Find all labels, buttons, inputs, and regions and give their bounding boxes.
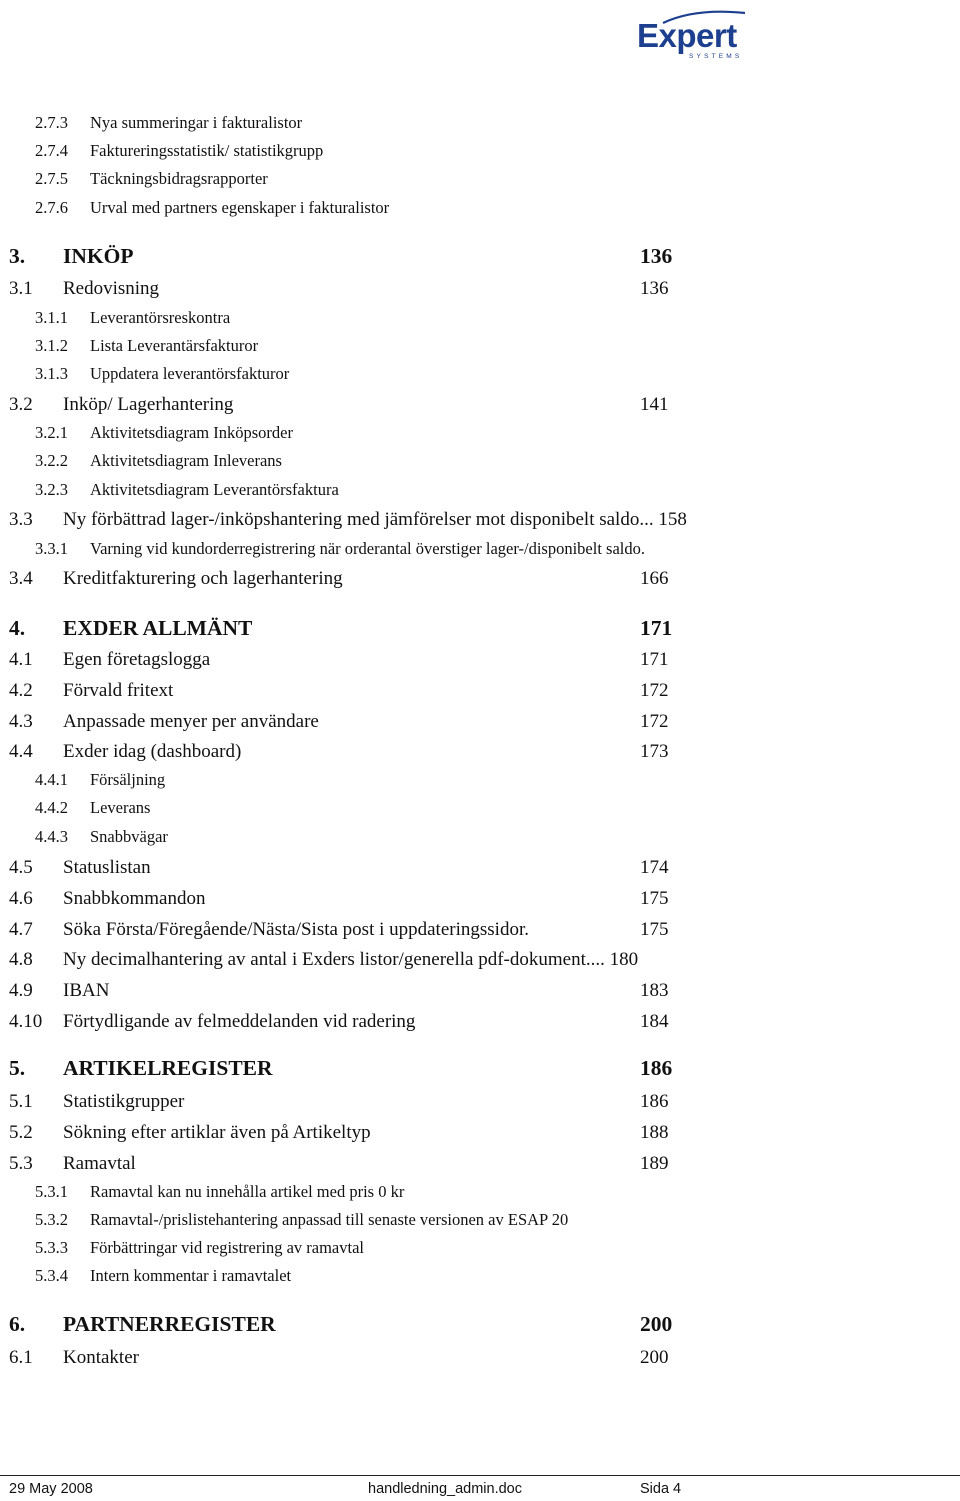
toc-entry-number: 4.4 <box>9 741 33 762</box>
toc-entry-number: 5.3.2 <box>35 1210 68 1229</box>
toc-entry-number: 2.7.5 <box>35 169 68 188</box>
toc-entry-number: 4.3 <box>9 711 33 732</box>
toc-entry-page: 175 <box>640 888 669 909</box>
toc-entry-number: 4.5 <box>9 857 33 878</box>
toc-entry-page: 141 <box>640 394 669 415</box>
toc-entry-number: 4.4.2 <box>35 798 68 817</box>
toc-entry-title: Redovisning <box>63 278 160 299</box>
footer-date: 29 May 2008 <box>9 1481 93 1497</box>
toc-entry-number: 4.7 <box>9 919 33 940</box>
toc-entry-page: 171 <box>640 616 673 640</box>
toc-entry-title: Leverans <box>90 798 151 817</box>
logo-tagline: SYSTEMS <box>689 53 743 60</box>
toc-entry-title: Aktivitetsdiagram Inleverans <box>90 451 282 470</box>
toc-entry-page: 186 <box>640 1091 669 1112</box>
toc-entry-number: 6. <box>9 1312 26 1336</box>
toc-entry-page: 172 <box>640 680 669 701</box>
toc-entry-title: Leverantörsreskontra <box>90 308 231 327</box>
toc-entry-number: 3. <box>9 244 26 268</box>
toc-entry-number: 3.2 <box>9 394 33 415</box>
toc-entry-title: Täckningsbidragsrapporter <box>90 169 268 188</box>
toc-entry-page: 186 <box>640 1056 673 1080</box>
toc-entry-page: 136 <box>640 278 669 299</box>
toc-entry-title: Nya summeringar i fakturalistor <box>90 113 303 132</box>
toc-entry-title: EXDER ALLMÄNT <box>63 616 253 640</box>
toc-entry-page: 200 <box>640 1347 669 1368</box>
toc-entry-title: Ramavtal <box>63 1153 136 1174</box>
toc-entry-number: 4.2 <box>9 680 33 701</box>
toc-entry-number: 5.2 <box>9 1122 33 1143</box>
toc-entry-number: 3.1.1 <box>35 308 68 327</box>
toc-entry-title: Intern kommentar i ramavtalet <box>90 1266 292 1285</box>
footer-page-number: Sida 4 <box>640 1481 682 1497</box>
toc-entry-title: Uppdatera leverantörsfakturor <box>90 364 290 383</box>
toc-entry-title: Ramavtal-/prislistehantering anpassad till senaste versionen av ESAP 20 <box>90 1210 569 1229</box>
toc-entry-title: Exder idag (dashboard) <box>63 741 242 762</box>
toc-entry-page: 174 <box>640 857 669 878</box>
toc-entry-number: 6.1 <box>9 1347 33 1368</box>
toc-entry-title: Förtydligande av felmeddelanden vid radering <box>63 1011 416 1032</box>
toc-entry-number: 3.4 <box>9 568 33 589</box>
toc-entry-page: 188 <box>640 1122 669 1143</box>
toc-entry-title: INKÖP <box>63 244 134 268</box>
toc-entry-title: ARTIKELREGISTER <box>63 1056 273 1080</box>
toc-entry-title: Aktivitetsdiagram Inköpsorder <box>90 423 293 442</box>
footer-filename: handledning_admin.doc <box>368 1481 522 1497</box>
toc-entry-number: 4.10 <box>9 1011 43 1032</box>
toc-entry-title: Ny decimalhantering av antal i Exders listor/generella pdf-dokument.... 180 <box>63 949 639 970</box>
footer-divider <box>0 1475 960 1476</box>
toc-entry-number: 4.4.1 <box>35 770 68 789</box>
toc-entry-number: 3.1 <box>9 278 33 299</box>
toc-entry-number: 3.2.2 <box>35 451 68 470</box>
toc-entry-number: 3.3.1 <box>35 539 68 558</box>
toc-entry-title: Förvald fritext <box>63 680 174 701</box>
toc-entry-page: 189 <box>640 1153 669 1174</box>
toc-entry-number: 3.3 <box>9 509 33 530</box>
toc-entry-title: Inköp/ Lagerhantering <box>63 394 234 415</box>
toc-entry-title: Försäljning <box>90 770 166 789</box>
toc-entry-title: Ny förbättrad lager-/inköpshantering med jämförelser mot disponibelt saldo... 158 <box>63 509 687 530</box>
toc-entry-page: 184 <box>640 1011 669 1032</box>
toc-entry-title: Snabbkommandon <box>63 888 206 909</box>
toc-entry-page: 171 <box>640 649 669 670</box>
toc-entry-page: 136 <box>640 244 673 268</box>
toc-entry-number: 5.3 <box>9 1153 33 1174</box>
toc-entry-title: Sökning efter artiklar även på Artikeltyp <box>63 1122 371 1143</box>
toc-entry-number: 3.1.3 <box>35 364 68 383</box>
toc-entry-title: Snabbvägar <box>90 827 168 846</box>
toc-entry-number: 5.3.3 <box>35 1238 68 1257</box>
toc-entry-title: Statuslistan <box>63 857 151 878</box>
toc-entry-title: Lista Leverantärsfakturor <box>90 336 259 355</box>
toc-entry-title: Förbättringar vid registrering av ramavtal <box>90 1238 364 1257</box>
toc-entry-page: 175 <box>640 919 669 940</box>
toc-entry-number: 2.7.4 <box>35 141 68 160</box>
toc-entry-title: Egen företagslogga <box>63 649 211 670</box>
toc-entry-page: 166 <box>640 568 669 589</box>
toc-entry-title: Ramavtal kan nu innehålla artikel med pris 0 kr <box>90 1182 405 1201</box>
toc-entry-title: IBAN <box>63 980 110 1001</box>
toc-entry-title: Kontakter <box>63 1347 139 1368</box>
logo-wordmark: Expert <box>637 17 737 54</box>
toc-entry-title: Faktureringsstatistik/ statistikgrupp <box>90 141 324 160</box>
toc-entry-number: 4.1 <box>9 649 33 670</box>
toc-entry-number: 4. <box>9 616 26 640</box>
toc-entry-page: 172 <box>640 711 669 732</box>
toc-entry-number: 5.3.1 <box>35 1182 68 1201</box>
toc-entry-number: 5.1 <box>9 1091 33 1112</box>
toc-entry-number: 4.4.3 <box>35 827 68 846</box>
toc-entry-title: Kreditfakturering och lagerhantering <box>63 568 343 589</box>
toc-entry-number: 3.2.3 <box>35 480 68 499</box>
toc-entry-title: PARTNERREGISTER <box>63 1312 276 1336</box>
toc-entry-title: Aktivitetsdiagram Leverantörsfaktura <box>90 480 339 499</box>
toc-entry-number: 4.9 <box>9 980 33 1001</box>
toc-entry-number: 3.2.1 <box>35 423 68 442</box>
toc-entry-title: Statistikgrupper <box>63 1091 185 1112</box>
toc-entry-title: Söka Första/Föregående/Nästa/Sista post i uppdateringssidor. <box>63 919 529 940</box>
toc-entry-page: 173 <box>640 741 669 762</box>
toc-entry-number: 5. <box>9 1056 26 1080</box>
toc-entry-title: Anpassade menyer per användare <box>63 711 319 732</box>
toc-entry-number: 4.8 <box>9 949 33 970</box>
toc-entry-number: 3.1.2 <box>35 336 68 355</box>
toc-entry-page: 183 <box>640 980 669 1001</box>
toc-entry-number: 4.6 <box>9 888 33 909</box>
toc-entry-number: 5.3.4 <box>35 1266 68 1285</box>
toc-entry-title: Varning vid kundorderregistrering när orderantal överstiger lager-/disponibelt saldo. <box>90 539 645 558</box>
toc-entry-number: 2.7.3 <box>35 113 68 132</box>
toc-entry-title: Urval med partners egenskaper i fakturalistor <box>90 198 390 217</box>
toc-entry-page: 200 <box>640 1312 673 1336</box>
toc-entry-number: 2.7.6 <box>35 198 68 217</box>
